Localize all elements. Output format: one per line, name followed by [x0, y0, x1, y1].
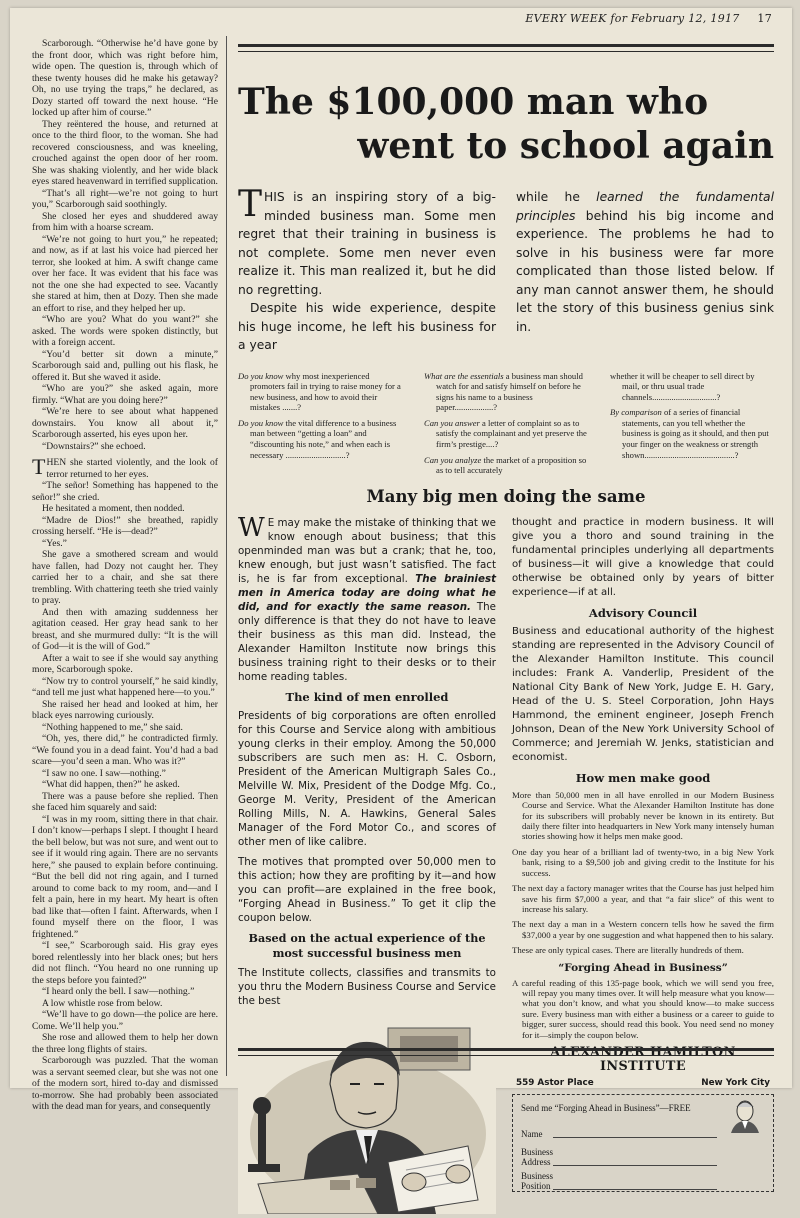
business-address-label-1: Business	[521, 1146, 554, 1157]
subhead-advisory-council: Advisory Council	[588, 605, 698, 620]
story-paragraph: “Downstairs?” she echoed.	[42, 440, 146, 452]
section-heading: Many big men doing the same	[366, 486, 646, 506]
question-item	[238, 371, 402, 413]
story-paragraph: “Madre de Dios!” she breathed, rapidly crossing herself. “He is—dead?”	[32, 514, 218, 537]
institute-name: ALEXANDER HAMILTON INSTITUTE	[550, 1044, 736, 1074]
question-text: the vital difference to a business man between “getting a loan” and “discounting his note,” and when each is necessary ............................?	[250, 417, 397, 460]
body-dropcap: W	[238, 512, 265, 543]
booklet-description	[512, 978, 774, 1040]
story-paragraph: “We’re not going to hurt you,” he repeated; and now, as if at last his voice had pierced her terror, she looked at him. A swift change came over her face. It was evident that his face was not the one she had expected to see. Vacantly she stared at him, then at Dozy. Then she made an effort to rise, and they helped her up.	[32, 233, 218, 314]
story-paragraph: “You’d better sit down a minute,” Scarborough said and, pulling out his flask, he offered it. But she waved it aside.	[32, 348, 218, 383]
success-story: The next day a factory manager writes that the Course has just helped him save his firm $7,000 a year, and that “a fair slice” of this went to increase his salary.	[512, 883, 774, 914]
subhead-based-on: Based on the actual experience of the most successful business men	[248, 930, 486, 960]
subhead-kind-of-men: The kind of men enrolled	[285, 689, 449, 704]
story-paragraphs-2	[32, 480, 218, 1113]
question-column-2	[424, 371, 588, 481]
body-paragraph-6: Business and educational authority of the highest standing are represented in the Advisory Council of the Alexander Hamilton Institute. This council includes: Frank A. Vanderlip, President of the National City Bank of New York, Judge E. H. Gary, Head of the U. S. Steel Corporation, John Hays Hammond, the eminent engineer, Joseph French Johnson, Dean of the New York University School of Commerce; and Jeremiah W. Jenks, statistician and economist.	[512, 625, 774, 763]
success-story: One day you hear of a brilliant lad of twenty-two, in a big New York bank, rising to a $9,500 job and giving credit to the Institute for his success.	[512, 846, 774, 878]
ad-headline	[238, 80, 774, 168]
business-position-field[interactable]	[553, 1189, 717, 1190]
question-item	[610, 407, 774, 460]
name-field[interactable]	[553, 1137, 717, 1138]
subhead-how-men-make-good: How men make good	[575, 770, 711, 785]
body-text-1b: The only difference is that they do not have to leave their business as this man did. Instead, the Alexander Hamilton Institute now brings this business training right to their desks or to their home reading tables.	[238, 600, 496, 683]
story-paragraph: “Yes.”	[42, 537, 67, 549]
body-text-1a: E may make the mistake of thinking that we know enough about business; that this openminded man was but a crank; that he, too, knew enough, but just wasn’t satisfied. The fact is, he is far from exceptional.	[238, 516, 496, 585]
story-paragraph: And then with amazing suddenness her agitation ceased. Her gray head sank to her breast, and she murmured dully: “It is the will of God—it is the will of God.”	[32, 606, 218, 652]
story-paragraph: “I see,” Scarborough said. His gray eyes bored relentlessly into her black ones; but hers did not flinch. “You heard no one running up the steps before you fainted?”	[32, 940, 218, 986]
dropcap-text: HEN she started violently, and the look of terror returned to her eyes.	[46, 457, 218, 480]
question-item	[424, 455, 588, 476]
question-text: a business man should watch for and satisfy himself on before he signs his name to a business paper..................?	[436, 370, 583, 413]
booklet-title: “Forging Ahead in Business”	[558, 961, 728, 974]
question-lead: Do you know	[238, 417, 284, 428]
body-left-column	[238, 512, 496, 1214]
top-rule	[238, 44, 774, 52]
intro-text-3a: while he	[516, 190, 597, 204]
bottom-rule	[238, 1048, 774, 1056]
story-paragraph: She closed her eyes and shuddered away from him with a hoarse scream.	[32, 210, 218, 233]
story-paragraph: She rose and allowed them to help her down the three long flights of stairs.	[32, 1032, 218, 1055]
businessman-illustration	[238, 1014, 496, 1214]
name-label: Name	[521, 1128, 543, 1139]
success-story: These are only typical cases. There are literally hundreds of them.	[512, 945, 744, 956]
business-address-field[interactable]	[553, 1165, 717, 1166]
intro-column-1	[238, 184, 496, 355]
column-divider	[226, 36, 227, 1076]
question-text: whether it will be cheaper to sell direct by mail, or thru usual trade channels..............................?	[610, 370, 755, 402]
question-column-3	[610, 371, 774, 481]
business-position-label-2: Position	[521, 1180, 551, 1191]
body-emphasis: The brainiest men in America today are doing what he did, and for exactly the same reason.	[238, 572, 496, 613]
intro-text-3b: behind his big income and experience. The problems he had to solve in his business were far more complicated than those listed below. If any man cannot answer them, he should let the story of this business genius sink in.	[516, 208, 774, 334]
success-story: More than 50,000 men in all have enrolled in our Modern Business Course and Service. What the Alexander Hamilton Institute has done for its subscribers will probably never be known in its entirety. But daily there filter into headquarters in New York many intensely human stories showing how it helps men make good.	[512, 789, 774, 842]
question-lead: What are the essentials	[424, 370, 504, 381]
story-dropcap-paragraph	[32, 454, 218, 480]
intro-emphasis: learned the fundamental principles	[516, 190, 774, 223]
headline-line-1: The $100,000 man who	[238, 81, 709, 123]
address-city: New York City	[701, 1077, 770, 1088]
dropcap-letter: T	[32, 454, 46, 479]
success-story: The next day a man in a Western concern tells how he saved the firm $37,000 a year by one suggestion and what happened then to his salary.	[512, 919, 774, 940]
story-paragraph: After a wait to see if she would say anything more, Scarborough spoke.	[32, 652, 218, 675]
business-address-label-2: Address	[521, 1156, 551, 1167]
body-right-column	[512, 516, 774, 1214]
story-paragraph: “Now try to control yourself,” he said kindly, “and tell me just what happened here—to you.”	[32, 675, 218, 698]
story-paragraph: She gave a smothered scream and would have fallen, had Dozy not caught her. They carried her to a chair, and she sat there trembling. With chattering teeth she tried vainly to pray.	[32, 549, 218, 606]
story-paragraph: “I heard only the bell. I saw—nothing.”	[42, 986, 195, 997]
question-item	[424, 371, 588, 413]
story-paragraph: Scarborough was puzzled. That the woman was a servant seemed clear, but she was not one of the modern sort, hired to-day and dismissed to-morrow. She had probably been associated with the dead man for years, and consequently	[32, 1055, 218, 1112]
intro-paragraph-1	[238, 184, 496, 299]
story-paragraph: “Nothing happened to me,” she said.	[42, 721, 183, 733]
body-paragraph-2: Presidents of big corporations are often enrolled for this Course and Service along with ambitious young clerks in their employ. Among the 50,000 subscribers are such men as: H. C. Osborn, President of the American Multigraph Sales Co., Melville W. Mix, President of the Dodge Mfg. Co., George M. Verity, President of the American Rolling Mills, N. A. Hawkins, General Sales Manager of the Ford Motor Co., and scores of other men of like calibre.	[238, 709, 496, 848]
question-item	[238, 418, 402, 460]
running-head	[525, 12, 772, 25]
magazine-page	[10, 8, 792, 1191]
coupon-form[interactable]	[512, 1094, 774, 1192]
question-text: why most inexperienced promoters fail in trying to raise money for a new business, and how to avoid their mistakes .......?	[250, 370, 401, 413]
business-position-label-1: Business	[521, 1170, 554, 1181]
question-text: of a series of financial statements, can you tell whether the business is going as it should, and then put your finger on the weakness or strength shown..........................................?	[622, 407, 769, 460]
success-stories	[512, 790, 774, 956]
story-paragraph: “We’ll have to go down—the police are here. Come. We’ll help you.”	[32, 1009, 218, 1032]
body-paragraph-3: The motives that prompted over 50,000 men to this action; how they are profiting by it—and how you can profit—are explained in the free book, “Forging Ahead in Business.” To get it clip the coupon below.	[238, 855, 496, 924]
story-paragraph: “Oh, yes, there did,” he contradicted firmly. “We found you in a dead faint. You’d had a bad scare—you’d seen a man. Who was it?”	[32, 733, 218, 767]
intro-paragraph-3	[516, 188, 774, 336]
hamilton-portrait-icon	[725, 1097, 765, 1133]
story-paragraph: Scarborough. “Otherwise he’d have gone by the front door, which was right before him, wide open. The question is, through which of these twenty houses did he make his getaway? Oh, no use trying the traps,” he declared, as Dozy started off toward the next house. “He locked up after him of course.”	[32, 38, 218, 118]
story-paragraph: “I was in my room, sitting there in that chair. I don’t know—perhaps I slept. I thought I heard the bell below, but was not sure, and went out to see if it would ring again. There are no servants here,” she paused to explain before continuing. “But the bell did not ring again, and I turned around to come back to my room, and—and I felt a pain, here in my heart. My heart is often bad like that—often I faint. Afterwards, when I found myself there on the floor, I was frightened.”	[32, 813, 218, 940]
body-paragraph-4: The Institute collects, classifies and transmits to you thru the Modern Business Course and Service the best	[238, 966, 496, 1007]
story-paragraph: A low whistle rose from below.	[42, 997, 163, 1009]
institute-address	[516, 1076, 770, 1090]
coupon-send-text: Send me “Forging Ahead in Business”—FREE	[521, 1102, 691, 1113]
intro-paragraph-2: Despite his wide experience, despite his huge income, he left his business for a year	[238, 301, 496, 352]
booklet-text: A careful reading of this 135-page book, which we will send you free, will repay you many times over. It will help measure what you know—what you don’t know, and what you should know—to make success sure. Every business man with either a business or a career to guide to bigger, surer success, should read this book. You need send no money for it—simply the coupon below.	[512, 977, 774, 1040]
page-number: 17	[757, 12, 772, 25]
story-paragraph: “The señor! Something has happened to the señor!” she cried.	[32, 480, 218, 503]
question-lead: Can you analyze	[424, 454, 482, 465]
story-paragraph: “I saw no one. I saw—nothing.”	[42, 767, 166, 779]
story-paragraph: “That’s all right—we’re not going to hurt you,” Scarborough said soothingly.	[32, 187, 218, 210]
intro-dropcap: T	[238, 184, 263, 225]
story-paragraph: They reëntered the house, and returned at once to the third floor, to the woman. She had recovered consciousness, and was kneeling, crouched against the open door of her room. She was shaking violently, and her wide black eyes stared heavenward in terrified supplication.	[32, 118, 218, 187]
question-item	[424, 418, 588, 450]
body-paragraph-1	[238, 512, 496, 684]
intro-section	[238, 184, 774, 355]
story-paragraph: She raised her head and looked at him, her black eyes narrowing curiously.	[32, 698, 218, 721]
story-paragraph: There was a pause before she replied. Then she faced him squarely and said:	[32, 790, 218, 813]
story-paragraph: “Who are you?” she asked again, more firmly. “What are you doing here?”	[32, 383, 218, 406]
question-column-1	[238, 371, 402, 481]
headline-line-2: went to school again	[357, 125, 774, 167]
intro-text-1: HIS is an inspiring story of a big-minded business man. Some men regret that their training in business is not complete. Some men never even realize it. This man realized it, but he did no regretting.	[238, 190, 496, 297]
story-paragraph: He hesitated a moment, then nodded.	[42, 503, 185, 514]
story-paragraph: “Who are you? What do you want?” she asked. The words were spoken distinctly, but with a foreign accent.	[32, 314, 218, 348]
magazine-name: EVERY WEEK	[525, 12, 607, 25]
story-paragraph: “What did happen, then?” he asked.	[42, 779, 180, 790]
question-lead: Can you answer	[424, 417, 480, 428]
issue-date: for February 12, 1917	[610, 12, 740, 25]
question-text: a letter of complaint so as to satisfy the complainant and yet preserve the firm’s prestige....?	[436, 417, 587, 450]
question-lead: By comparison	[610, 407, 662, 418]
ad-body	[238, 512, 774, 1214]
businessman-reading-image	[238, 1014, 496, 1214]
story-column	[32, 38, 218, 1113]
body-paragraph-5: thought and practice in modern business. It will give you a thoro and sound training in the fundamental principles underlying all departments of business—it will give a knowledge that could otherwise be obtained only by years of bitter experience—if at all.	[512, 516, 774, 598]
question-text: the market of a proposition so as to tell accurately	[436, 454, 587, 476]
address-street: 559 Astor Place	[516, 1077, 594, 1088]
advertisement	[238, 44, 774, 1191]
story-paragraph: “We’re here to see about what happened downstairs. You know all about it,” Scarborough asserted, his eyes upon her.	[32, 406, 218, 440]
question-list	[238, 371, 774, 481]
story-paragraphs-1	[32, 38, 218, 452]
question-item	[610, 371, 774, 403]
intro-column-2	[516, 188, 774, 355]
question-lead: Do you know	[238, 370, 284, 381]
